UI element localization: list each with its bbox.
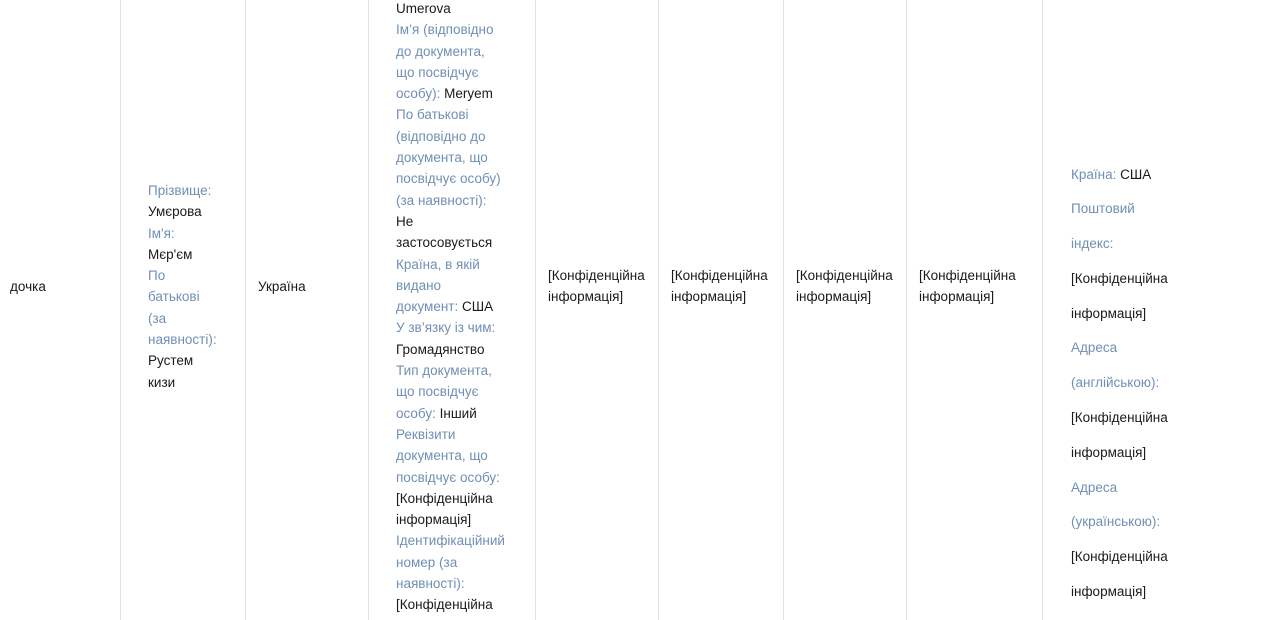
confidential-text: інформація]	[796, 289, 872, 305]
column-divider	[1042, 0, 1043, 620]
document-cell	[396, 0, 531, 616]
column-divider	[120, 0, 121, 620]
doc-label: (за наявності):	[396, 192, 487, 208]
doc-label: що посвідчує	[396, 384, 479, 400]
name-cell	[148, 180, 238, 393]
confidential-text: інформація]	[919, 289, 995, 305]
doc-label: документа, що	[396, 448, 488, 464]
address-ua-value: [Конфіденційна	[1071, 549, 1168, 565]
postal-label: Поштовий	[1071, 201, 1135, 217]
postal-value: інформація]	[1071, 305, 1147, 321]
doc-label: посвідчує особу:	[396, 469, 500, 485]
doc-label: документа, що	[396, 150, 488, 166]
citizenship-value: Україна	[258, 279, 306, 294]
postal-label: індекс:	[1071, 236, 1114, 252]
doc-details-value: [Конфіденційна	[396, 490, 493, 506]
doc-label: Країна, в якій	[396, 256, 480, 272]
confidential-cell	[671, 265, 768, 308]
doc-label: до документа,	[396, 43, 485, 59]
confidential-cell	[548, 265, 645, 308]
doc-label: (відповідно до	[396, 128, 486, 144]
first-name-latin-value: Meryem	[444, 86, 493, 102]
patronymic-value: Рустем	[148, 353, 194, 369]
relation-cell	[10, 276, 46, 297]
first-name-label: Ім'я:	[148, 225, 175, 241]
patronymic-latin-value: застосовується	[396, 235, 493, 251]
column-divider	[906, 0, 907, 620]
patronymic-latin-value: Не	[396, 213, 414, 229]
first-name-value: Мєр'єм	[148, 246, 193, 262]
doc-label: номер (за	[396, 554, 458, 570]
issuing-country-value: США	[462, 299, 494, 315]
address-en-value: [Конфіденційна	[1071, 410, 1168, 426]
patronymic-label: (за	[148, 310, 167, 326]
address-cell	[1071, 150, 1168, 616]
confidential-cell	[796, 265, 893, 308]
column-divider	[368, 0, 369, 620]
surname-label: Прізвище:	[148, 183, 212, 198]
country-value: США	[1120, 166, 1152, 182]
confidential-text: [Конфіденційна	[796, 268, 893, 283]
address-en-label: Адреса	[1071, 340, 1118, 356]
column-divider	[658, 0, 659, 620]
patronymic-label: По	[148, 268, 166, 284]
id-number-value: [Конфіденційна	[396, 597, 493, 613]
doc-label: посвідчує особу)	[396, 171, 501, 187]
doc-label: У зв’язку із чим:	[396, 320, 496, 336]
confidential-text: [Конфіденційна	[919, 268, 1016, 283]
surname-value: Умєрова	[148, 204, 202, 220]
doc-label: Тип документа,	[396, 363, 492, 379]
confidential-text: інформація]	[671, 289, 747, 305]
relation-value: дочка	[10, 279, 46, 294]
address-ua-label: Адреса	[1071, 479, 1118, 495]
doc-label: Ідентифікаційний	[396, 533, 505, 549]
doc-label: Реквізити	[396, 426, 456, 442]
postal-value: [Конфіденційна	[1071, 270, 1168, 286]
reason-value: Громадянство	[396, 341, 485, 357]
citizenship-cell	[258, 276, 306, 297]
address-en-value: інформація]	[1071, 444, 1147, 460]
doc-label: документ:	[396, 299, 459, 315]
confidential-cell	[919, 265, 1016, 308]
confidential-text: [Конфіденційна	[671, 268, 768, 283]
confidential-text: інформація]	[548, 289, 624, 305]
address-ua-value: інформація]	[1071, 584, 1147, 600]
doc-label: наявності):	[396, 576, 465, 592]
doc-label: особу:	[396, 405, 436, 421]
address-en-label: (англійською):	[1071, 375, 1160, 391]
column-divider	[245, 0, 246, 620]
patronymic-value: кизи	[148, 374, 176, 390]
patronymic-label: наявності):	[148, 332, 217, 348]
column-divider	[783, 0, 784, 620]
country-label: Країна:	[1071, 166, 1117, 182]
surname-latin-value: Umerova	[396, 1, 451, 16]
doc-label: видано	[396, 277, 442, 293]
doc-label: Ім’я (відповідно	[396, 22, 494, 38]
column-divider	[535, 0, 536, 620]
address-ua-label: (українською):	[1071, 514, 1161, 530]
doc-details-value: інформація]	[396, 512, 472, 528]
doc-label: що посвідчує	[396, 64, 479, 80]
doc-label: По батькові	[396, 107, 469, 123]
patronymic-label: батькові	[148, 289, 200, 305]
doc-type-value: Інший	[439, 405, 477, 421]
doc-label: особу):	[396, 86, 441, 102]
confidential-text: [Конфіденційна	[548, 268, 645, 283]
